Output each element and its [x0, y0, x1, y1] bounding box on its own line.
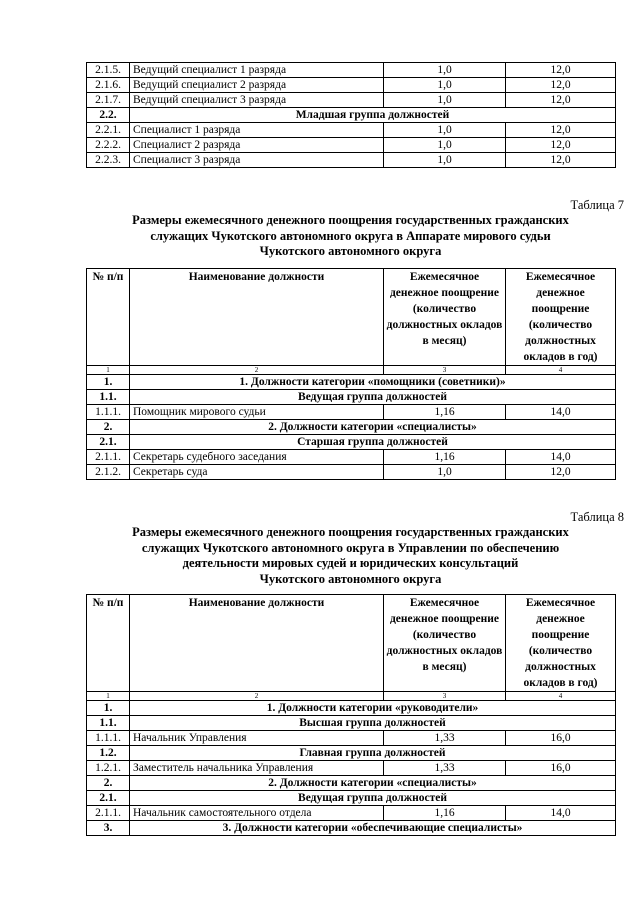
- header-month: Ежемесячное денежное поощрение (количество должностных окладов в месяц): [384, 269, 506, 366]
- row-number: 1.1.: [87, 390, 130, 405]
- table-body: [87, 701, 616, 836]
- table-row: [87, 731, 616, 746]
- group-title: Ведущая группа должностей: [130, 390, 616, 405]
- header-name: Наименование должности: [130, 269, 384, 366]
- group-title: 2. Должности категории «специалисты»: [130, 776, 616, 791]
- row-number: 3.: [87, 821, 130, 836]
- row-number: 2.2.3.: [87, 153, 130, 168]
- index-cell: 3: [384, 692, 506, 701]
- row-number: 1.1.: [87, 716, 130, 731]
- group-title: 1. Должности категории «руководители»: [130, 701, 616, 716]
- month-value: 1,16: [384, 450, 506, 465]
- table-body: [87, 375, 616, 480]
- table-row: [87, 761, 616, 776]
- position-name: Ведущий специалист 3 разряда: [130, 93, 384, 108]
- group-row: [87, 776, 616, 791]
- month-value: 1,33: [384, 731, 506, 746]
- position-name: Секретарь судебного заседания: [130, 450, 384, 465]
- table-row: [87, 153, 616, 168]
- month-value: 1,16: [384, 405, 506, 420]
- table-row: [87, 806, 616, 821]
- header-name: Наименование должности: [130, 595, 384, 692]
- position-name: Секретарь суда: [130, 465, 384, 480]
- position-name: Начальник Управления: [130, 731, 384, 746]
- row-number: 1.2.: [87, 746, 130, 761]
- group-row: [87, 375, 616, 390]
- year-value: 12,0: [506, 93, 616, 108]
- month-value: 1,0: [384, 123, 506, 138]
- table-8: [86, 594, 616, 836]
- table-7-title: Размеры ежемесячного денежного поощрения государственных гражданских служащих Чукотского автономного округа в Аппарате мирового судьи Чукотского автономного округа: [132, 213, 569, 258]
- month-value: 1,0: [384, 93, 506, 108]
- row-number: 2.: [87, 776, 130, 791]
- month-value: 1,16: [384, 806, 506, 821]
- year-value: 14,0: [506, 405, 616, 420]
- row-number: 1.1.1.: [87, 731, 130, 746]
- group-row: [87, 821, 616, 836]
- group-title: Главная группа должностей: [130, 746, 616, 761]
- table-row: [87, 78, 616, 93]
- index-cell: 1: [87, 366, 130, 375]
- row-number: 1.: [87, 701, 130, 716]
- index-cell: 3: [384, 366, 506, 375]
- index-cell: 4: [506, 366, 616, 375]
- row-number: 2.1.1.: [87, 806, 130, 821]
- group-row: [87, 420, 616, 435]
- month-value: 1,0: [384, 63, 506, 78]
- row-number: 2.2.1.: [87, 123, 130, 138]
- table-7: [86, 268, 616, 480]
- table-continuation: [86, 62, 616, 168]
- group-row: [87, 390, 616, 405]
- header-month: Ежемесячное денежное поощрение (количество должностных окладов в месяц): [384, 595, 506, 692]
- position-name: Специалист 1 разряда: [130, 123, 384, 138]
- table-row: [87, 93, 616, 108]
- row-number: 2.1.: [87, 435, 130, 450]
- month-value: 1,0: [384, 138, 506, 153]
- position-name: Специалист 3 разряда: [130, 153, 384, 168]
- year-value: 12,0: [506, 465, 616, 480]
- group-row: [87, 108, 616, 123]
- row-number: 2.1.: [87, 791, 130, 806]
- group-row: [87, 701, 616, 716]
- position-name: Ведущий специалист 1 разряда: [130, 63, 384, 78]
- group-title: 2. Должности категории «специалисты»: [130, 420, 616, 435]
- year-value: 12,0: [506, 63, 616, 78]
- index-cell: 4: [506, 692, 616, 701]
- group-title: Старшая группа должностей: [130, 435, 616, 450]
- position-name: Заместитель начальника Управления: [130, 761, 384, 776]
- group-row: [87, 746, 616, 761]
- year-value: 14,0: [506, 806, 616, 821]
- year-value: 12,0: [506, 138, 616, 153]
- table-8-label: Таблица 8: [570, 510, 624, 524]
- row-number: 2.1.6.: [87, 78, 130, 93]
- row-number: 1.1.1.: [87, 405, 130, 420]
- year-value: 16,0: [506, 731, 616, 746]
- table-row: [87, 123, 616, 138]
- row-number: 1.: [87, 375, 130, 390]
- index-cell: 1: [87, 692, 130, 701]
- year-value: 14,0: [506, 450, 616, 465]
- table-8-title: Размеры ежемесячного денежного поощрения государственных гражданских служащих Чукотского автономного округа в Управлении по обеспечению деятельности мировых судей и юридических консультаций Чукотского автономного округа: [132, 525, 569, 586]
- position-name: Помощник мирового судьи: [130, 405, 384, 420]
- row-number: 2.1.5.: [87, 63, 130, 78]
- month-value: 1,0: [384, 153, 506, 168]
- index-cell: 2: [130, 366, 384, 375]
- group-title: Ведущая группа должностей: [130, 791, 616, 806]
- row-number: 2.: [87, 420, 130, 435]
- group-title: 3. Должности категории «обеспечивающие специалисты»: [130, 821, 616, 836]
- index-row: [87, 692, 616, 701]
- table-row: [87, 465, 616, 480]
- year-value: 12,0: [506, 78, 616, 93]
- month-value: 1,0: [384, 465, 506, 480]
- table-row: [87, 450, 616, 465]
- row-number: 2.1.7.: [87, 93, 130, 108]
- year-value: 12,0: [506, 153, 616, 168]
- header-year: Ежемесячное денежное поощрение (количество должностных окладов в год): [506, 269, 616, 366]
- position-name: Ведущий специалист 2 разряда: [130, 78, 384, 93]
- header-num: № п/п: [87, 269, 130, 366]
- month-value: 1,33: [384, 761, 506, 776]
- group-row: [87, 435, 616, 450]
- table-7-label: Таблица 7: [570, 198, 624, 212]
- row-number: 2.1.1.: [87, 450, 130, 465]
- month-value: 1,0: [384, 78, 506, 93]
- table-body: [87, 63, 616, 168]
- header-row: [87, 595, 616, 692]
- row-number: 2.2.2.: [87, 138, 130, 153]
- group-title: Высшая группа должностей: [130, 716, 616, 731]
- year-value: 16,0: [506, 761, 616, 776]
- position-name: Начальник самостоятельного отдела: [130, 806, 384, 821]
- group-row: [87, 791, 616, 806]
- table-row: [87, 63, 616, 78]
- position-name: Специалист 2 разряда: [130, 138, 384, 153]
- header-row: [87, 269, 616, 366]
- row-number: 2.1.2.: [87, 465, 130, 480]
- index-row: [87, 366, 616, 375]
- group-title: Младшая группа должностей: [130, 108, 616, 123]
- table-row: [87, 405, 616, 420]
- table-row: [87, 138, 616, 153]
- index-cell: 2: [130, 692, 384, 701]
- year-value: 12,0: [506, 123, 616, 138]
- header-year: Ежемесячное денежное поощрение (количество должностных окладов в год): [506, 595, 616, 692]
- row-number: 1.2.1.: [87, 761, 130, 776]
- group-title: 1. Должности категории «помощники (советники)»: [130, 375, 616, 390]
- group-row: [87, 716, 616, 731]
- header-num: № п/п: [87, 595, 130, 692]
- row-number: 2.2.: [87, 108, 130, 123]
